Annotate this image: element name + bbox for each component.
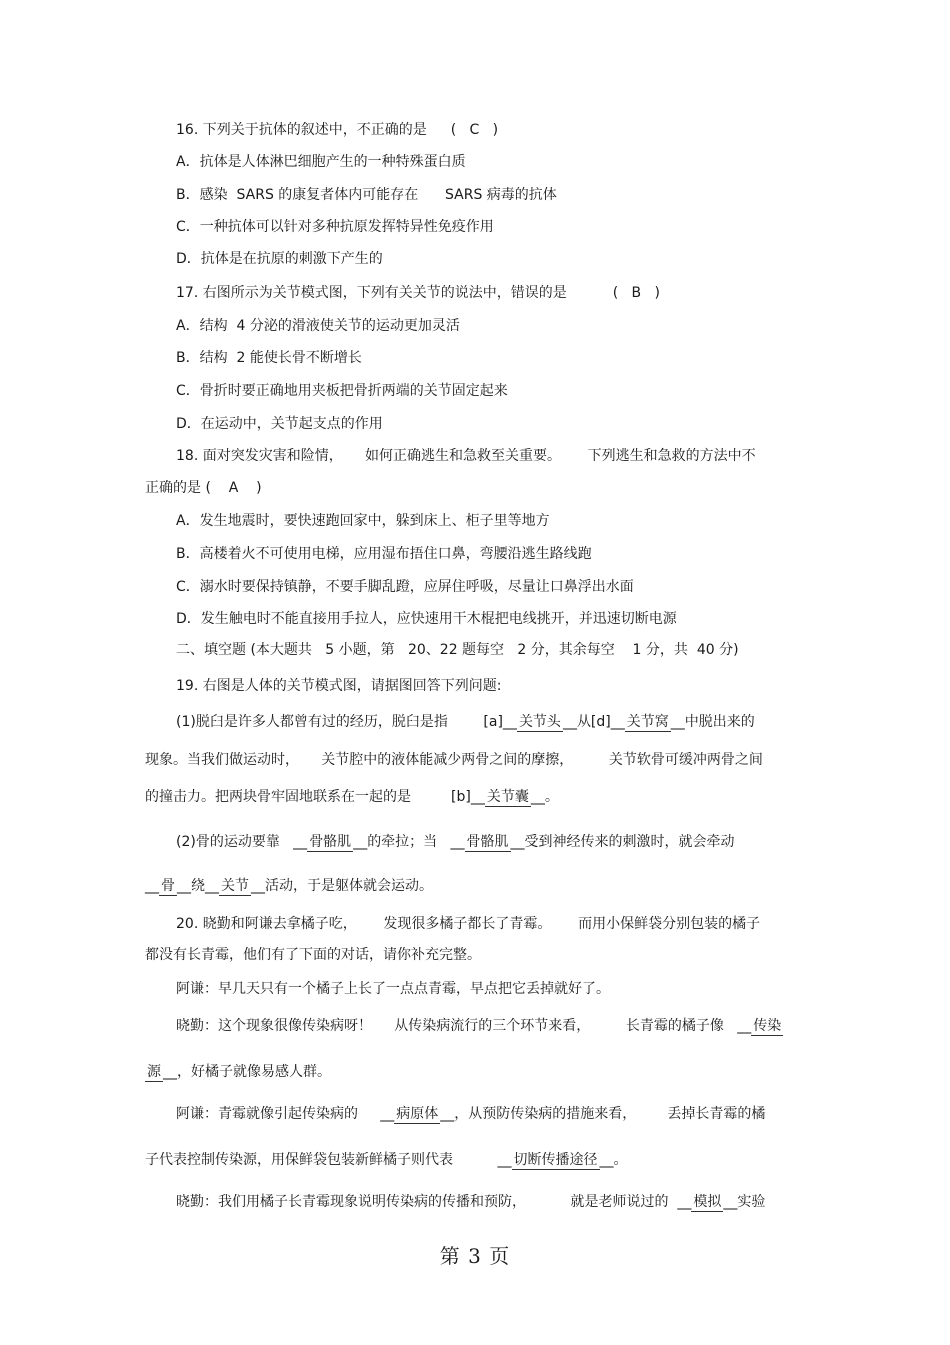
- q16-answer: ( C ): [450, 122, 499, 138]
- text-segment: (2)骨的运动要靠 __: [176, 834, 308, 850]
- text-segment: 晓勤：我们用橘子长青霉现象说明传染病的传播和预防， 就是老师说过的 __: [176, 1194, 692, 1210]
- q16-option-d: D．抗体是在抗原的刺激下产生的: [176, 251, 383, 267]
- q20-line8: [176, 1192, 765, 1212]
- answer-blank: 关节囊: [486, 789, 529, 805]
- text-segment: __: [145, 878, 159, 894]
- q20-line3: 阿谦：早几天只有一个橘子上长了一点点青霉，早点把它丢掉就好了。: [176, 981, 610, 997]
- page-number: 第 3 页: [439, 1244, 511, 1268]
- answer-blank: 骨: [161, 878, 175, 894]
- q18-option-d: D．发生触电时不能直接用手拉人，应快速用干木棍把电线挑开，并迅速切断电源: [176, 611, 677, 627]
- q16-option-a: A．抗体是人体淋巴细胞产生的一种特殊蛋白质: [176, 154, 466, 170]
- q17-stem: [176, 283, 660, 303]
- q19-part2-line2: [145, 876, 433, 896]
- q18-stem-line2: 正确的是 ( A ): [145, 480, 262, 496]
- text-segment: __活动，于是躯体就会运动。: [251, 878, 433, 894]
- answer-blank: 关节: [221, 878, 249, 894]
- text-segment: __的牵拉；当 __: [353, 834, 465, 850]
- text-segment: 17. 右图所示为关节模式图，下列有关关节的说法中，错误的是: [176, 285, 567, 301]
- q17-answer: ( B ): [612, 285, 660, 301]
- section-heading: 二、填空题 (本大题共 5 小题，第 20、22 题每空 2 分，其余每空 1 分，共 40 分): [176, 642, 739, 658]
- text-segment: __受到神经传来的刺激时，就会牵动: [510, 834, 735, 850]
- text-segment: __。: [530, 789, 559, 805]
- q20-line1: 20. 晓勤和阿谦去拿橘子吃， 发现很多橘子都长了青霉。 而用小保鲜袋分别包装的橘子: [176, 916, 761, 932]
- q18-stem-line1: 18. 面对突发灾害和险情， 如何正确逃生和急救至关重要。 下列逃生和急救的方法中不: [176, 448, 756, 464]
- q20-line6: [176, 1104, 765, 1124]
- q19-stem: 19. 右图是人体的关节模式图，请据图回答下列问题:: [176, 678, 502, 694]
- q20-line4: [176, 1016, 783, 1036]
- text-segment: (1)脱臼是许多人都曾有过的经历，脱臼是指 [a]__: [176, 714, 517, 730]
- answer-blank: 源: [147, 1064, 161, 1080]
- text-segment: 的撞击力。把两块骨牢固地联系在一起的是 [b]__: [145, 789, 485, 805]
- answer-blank: 切断传播途径: [513, 1152, 598, 1168]
- text-segment: 16. 下列关于抗体的叙述中，不正确的是: [176, 122, 427, 138]
- q20-line5: [145, 1062, 331, 1082]
- q17-option-a: A．结构 4 分泌的滑液使关节的运动更加灵活: [176, 318, 460, 334]
- q20-line7: [145, 1150, 628, 1170]
- q16-option-b: B．感染 SARS 的康复者体内可能存在 SARS 病毒的抗体: [176, 187, 557, 203]
- text-segment: __绕__: [177, 878, 219, 894]
- answer-blank: 骨骼肌: [309, 834, 352, 850]
- text-segment: __，从预防传染病的措施来看， 丢掉长青霉的橘: [440, 1106, 766, 1122]
- answer-blank: 传染: [753, 1018, 782, 1034]
- answer-blank: 病原体: [396, 1106, 439, 1122]
- text-segment: __，好橘子就像易感人群。: [163, 1064, 331, 1080]
- text-segment: 子代表控制传染源，用保鲜袋包装新鲜橘子则代表 __: [145, 1152, 512, 1168]
- answer-blank: 关节窝: [626, 714, 669, 730]
- text-segment: __中脱出来的: [670, 714, 755, 730]
- answer-blank: 关节头: [518, 714, 561, 730]
- q19-part1-line1: [176, 712, 755, 732]
- text-segment: 晓勤：这个现象很像传染病呀！ 从传染病流行的三个环节来看， 长青霉的橘子像 __: [176, 1018, 752, 1034]
- q17-option-b: B．结构 2 能使长骨不断增长: [176, 350, 362, 366]
- text-segment: __从[d]__: [562, 714, 625, 730]
- q19-part1-line2: 现象。当我们做运动时， 关节腔中的液体能减少两骨之间的摩擦， 关节软骨可缓冲两骨之间: [145, 752, 763, 768]
- q17-option-d: D．在运动中，关节起支点的作用: [176, 416, 383, 432]
- q16-stem: [176, 120, 498, 140]
- q18-option-c: C．溺水时要保持镇静，不要手脚乱蹬，应屏住呼吸，尽量让口鼻浮出水面: [176, 579, 634, 595]
- answer-blank: 骨骼肌: [466, 834, 509, 850]
- q18-option-b: B．高楼着火不可使用电梯，应用湿布捂住口鼻，弯腰沿逃生路线跑: [176, 546, 592, 562]
- text-segment: __。: [599, 1152, 628, 1168]
- q19-part2-line1: [176, 832, 735, 852]
- q17-option-c: C．骨折时要正确地用夹板把骨折两端的关节固定起来: [176, 383, 508, 399]
- q18-option-a: A．发生地震时，要快速跑回家中，躲到床上、柜子里等地方: [176, 513, 550, 529]
- q16-option-c: C．一种抗体可以针对多种抗原发挥特异性免疫作用: [176, 219, 494, 235]
- answer-blank: 模拟: [693, 1194, 722, 1210]
- q20-line2: 都没有长青霉，他们有了下面的对话，请你补充完整。: [145, 947, 481, 963]
- text-segment: __实验: [723, 1194, 766, 1210]
- q19-part1-line3: [145, 787, 559, 807]
- text-segment: 阿谦：青霉就像引起传染病的 __: [176, 1106, 395, 1122]
